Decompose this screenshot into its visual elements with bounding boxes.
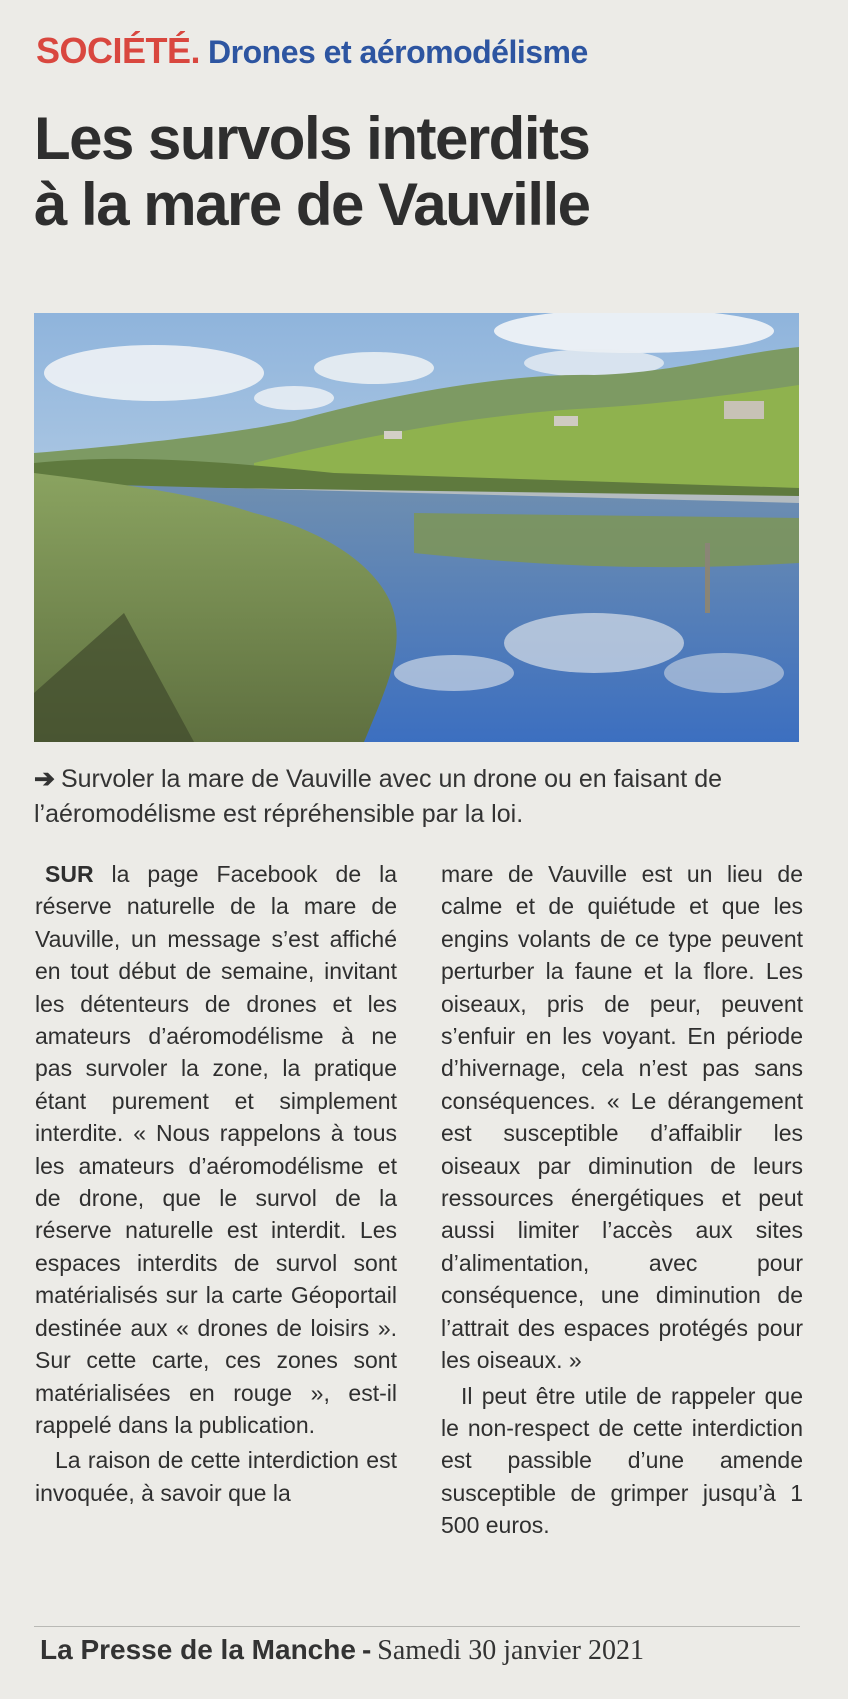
caption-text: Survoler la mare de Vauville avec un drone ou en faisant de l’aéromodélisme est répréhensible par la loi. — [34, 765, 723, 828]
headline-line-2: à la mare de Vauville — [34, 171, 590, 238]
page-footer — [40, 1634, 644, 1667]
publication-date: Samedi 30 janvier 2021 — [377, 1635, 644, 1666]
headline — [34, 106, 814, 238]
paragraph: Il peut être utile de rappeler que le non-respect de cette interdiction est passible d’une amende susceptible de grimper jusqu’à 1 500 euros. — [441, 1382, 803, 1539]
paragraph-text: la page Facebook de la réserve naturelle de la mare de Vauville, un message s’est affiché en tout début de semaine, invitant les détenteurs de drones et les amateurs d’aéromodélisme à ne pas survoler la zone, la pratique étant purement et simplement interdite. « Nous rappelons à tous les amateurs d’aéromodélisme et de drone, que le survol de la réserve naturelle est interdit. Les espaces interdits de survol sont matérialisés sur la carte Géoportail destinée aux « drones de loisirs ». Sur cette carte, ces zones sont matérialisées en rouge », est-il rappelé dans la publication. — [35, 861, 397, 1438]
article-column-2 — [441, 858, 803, 1542]
topic-label: Drones et aéromodélisme — [208, 34, 588, 70]
section-kicker — [36, 30, 588, 72]
article-column-1 — [35, 858, 397, 1509]
headline-line-1: Les survols interdits — [34, 105, 590, 172]
paragraph: La raison de cette interdiction est invoquée, à savoir que la — [35, 1447, 397, 1506]
lead-word: SUR — [45, 861, 94, 887]
arrow-icon: ➔ — [34, 765, 55, 793]
footer-separator: - — [361, 1634, 372, 1665]
category-label: SOCIÉTÉ. — [36, 30, 201, 71]
lake-landscape-photo — [34, 313, 799, 742]
paragraph — [35, 858, 397, 1441]
footer-divider — [34, 1626, 800, 1627]
newspaper-name: La Presse de la Manche — [40, 1634, 356, 1665]
paragraph: mare de Vauville est un lieu de calme et de quiétude et que les engins volants de ce type peuvent perturber la faune et la flore. Les oiseaux, pris de peur, peuvent s’enfuir en les voyant. En période d’hivernage, cela n’est pas sans conséquences. « Le dérangement est susceptible d’affaiblir les oiseaux par diminution de leurs ressources énergétiques et peut aussi limiter l’accès aux sites d’alimentation, avec pour conséquence, une diminution de l’attrait des espaces protégés pour les oiseaux. » — [441, 861, 803, 1374]
photo-caption — [34, 762, 804, 832]
